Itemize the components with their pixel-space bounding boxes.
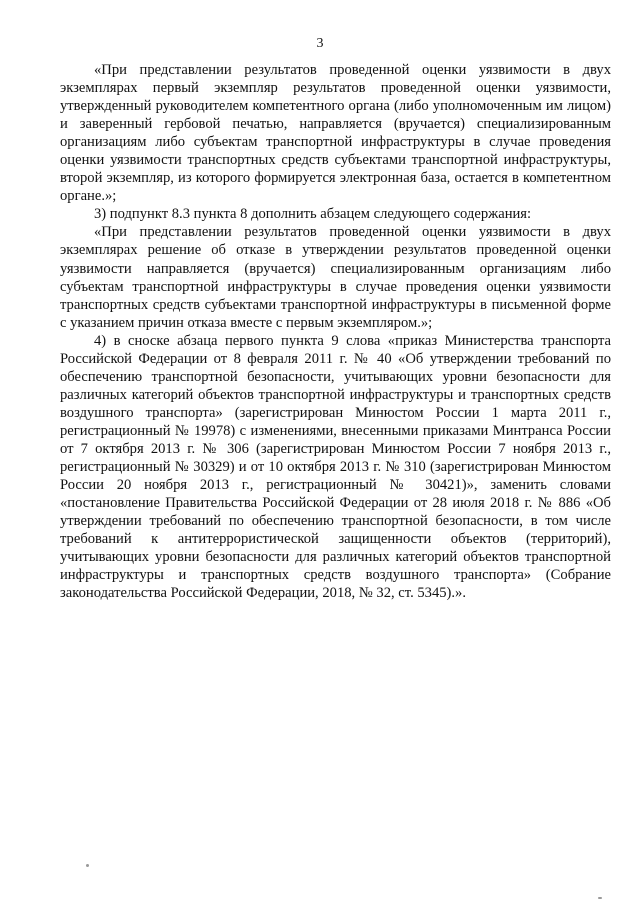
paragraph-refusal-decision: «При представлении результатов проведенной оценки уязвимости в двух экземплярах решение об отказе в утверждении результатов проведенной оценки уязвимости направляется (вручается) специализированным организациям либо субъектам транспортной инфраструктуры в случае проведения оценки уязвимости транспортных средств субъектами транспортной инфраструктуры в письменной форме с указанием причин отказа вместе с первым экземпляром.»; [60,224,611,331]
paragraph-subpoint-8-3: 3) подпункт 8.3 пункта 8 дополнить абзацем следующего содержания: [94,206,532,223]
document-body [60,61,611,602]
paragraph-footnote-replacement: 4) в сноске абзаца первого пункта 9 слова «приказ Министерства транспорта Российской Федерации от 8 февраля 2011 г. № 40 «Об утверждении требований по обеспечению транспортной безопасности, учитывающих уровни безопасности для различных категорий объектов транспортной инфраструктуры и транспортных средств воздушного транспорта» (зарегистрирован Минюстом России 1 марта 2011 г., регистрационный № 19978) с изменениями, внесенными приказами Минтранса России от 7 октября 2013 г. № 306 (зарегистрирован Минюстом России 7 ноября 2013 г., регистрационный № 30329) и от 10 октября 2013 г. № 310 (зарегистрирован Минюстом России 20 ноября 2013 г., регистрационный № 30421)», заменить словами «постановление Правительства Российской Федерации от 28 июля 2018 г. № 886 «Об утверждении требований по обеспечению транспортной безопасности, в том числе требований к антитеррористической защищенности объектов (территорий), учитывающих уровни безопасности для различных категорий объектов транспортной инфраструктуры и транспортных средств воздушного транспорта» (Собрание законодательства Российской Федерации, 2018, № 32, ст. 5345).». [60,332,611,602]
scan-speck [598,897,602,899]
paragraph-vulnerability-results-first-copy: «При представлении результатов проведенной оценки уязвимости в двух экземплярах первый экземпляр результатов проведенной оценки уязвимости, утвержденный руководителем компетентного органа (либо уполномоченным им лицом) и заверенный гербовой печатью, направляется (вручается) специализированным организациям либо субъектам транспортной инфраструктуры в случае проведения оценки уязвимости транспортных средств субъектами транспортной инфраструктуры, второй экземпляр, из которого формируется электронная база, остается в компетентном органе.»; [60,62,611,205]
page-number: 3 [316,36,324,51]
scan-speck [86,864,89,867]
